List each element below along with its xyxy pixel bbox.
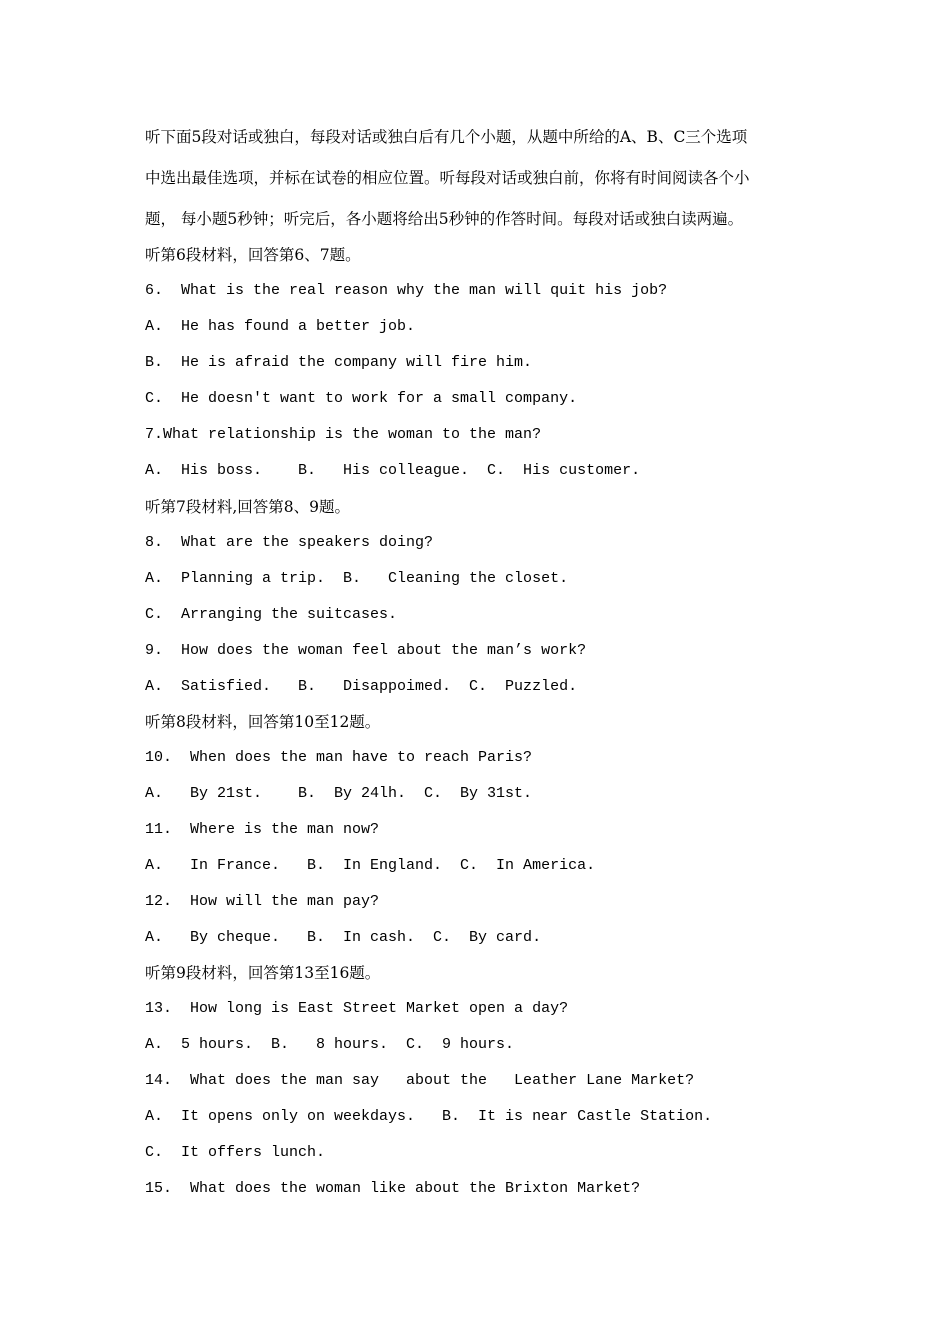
question-13: 13. How long is East Street Market open a day? (145, 1000, 569, 1017)
option-14c: C. It offers lunch. (145, 1144, 326, 1161)
options-13: A. 5 hours. B. 8 hours. C. 9 hours. (145, 1036, 515, 1053)
question-10: 10. When does the man have to reach Paris? (145, 749, 533, 766)
options-12: A. By cheque. B. In cash. C. By card. (145, 929, 542, 946)
options-14ab: A. It opens only on weekdays. B. It is near Castle Station. (145, 1108, 713, 1125)
section-header-7: 听第7段材料,回答第8、9题。 (145, 498, 351, 516)
intro-line-1: 听下面5段对话或独白，每段对话或独白后有几个小题，从题中所给的A、B、C三个选项 (145, 128, 748, 146)
question-6: 6. What is the real reason why the man will quit his job? (145, 282, 668, 299)
section-header-6: 听第6段材料，回答第6、7题。 (145, 246, 361, 264)
options-11: A. In France. B. In England. C. In America. (145, 857, 596, 874)
options-7: A. His boss. B. His colleague. C. His customer. (145, 462, 641, 479)
option-6b: B. He is afraid the company will fire him. (145, 354, 533, 371)
option-8c: C. Arranging the suitcases. (145, 606, 398, 623)
question-12: 12. How will the man pay? (145, 893, 380, 910)
section-header-8: 听第8段材料，回答第10至12题。 (145, 713, 381, 731)
intro-line-3: 题， 每小题5秒钟；听完后，各小题将给出5秒钟的作答时间。每段对话或独白读两遍。 (145, 210, 744, 228)
options-9: A. Satisfied. B. Disappoimed. C. Puzzled. (145, 678, 578, 695)
option-6c: C. He doesn't want to work for a small company. (145, 390, 578, 407)
question-8: 8. What are the speakers doing? (145, 534, 434, 551)
intro-line-2: 中选出最佳选项，并标在试卷的相应位置。听每段对话或独白前，你将有时间阅读各个小 (145, 169, 750, 187)
options-8ab: A. Planning a trip. B. Cleaning the closet. (145, 570, 569, 587)
options-10: A. By 21st. B. By 24lh. C. By 31st. (145, 785, 533, 802)
question-14: 14. What does the man say about the Leather Lane Market? (145, 1072, 695, 1089)
question-7: 7.What relationship is the woman to the man? (145, 426, 542, 443)
question-11: 11. Where is the man now? (145, 821, 380, 838)
question-9: 9. How does the woman feel about the man’s work? (145, 642, 587, 659)
section-header-9: 听第9段材料，回答第13至16题。 (145, 964, 381, 982)
question-15: 15. What does the woman like about the Brixton Market? (145, 1180, 641, 1197)
option-6a: A. He has found a better job. (145, 318, 416, 335)
